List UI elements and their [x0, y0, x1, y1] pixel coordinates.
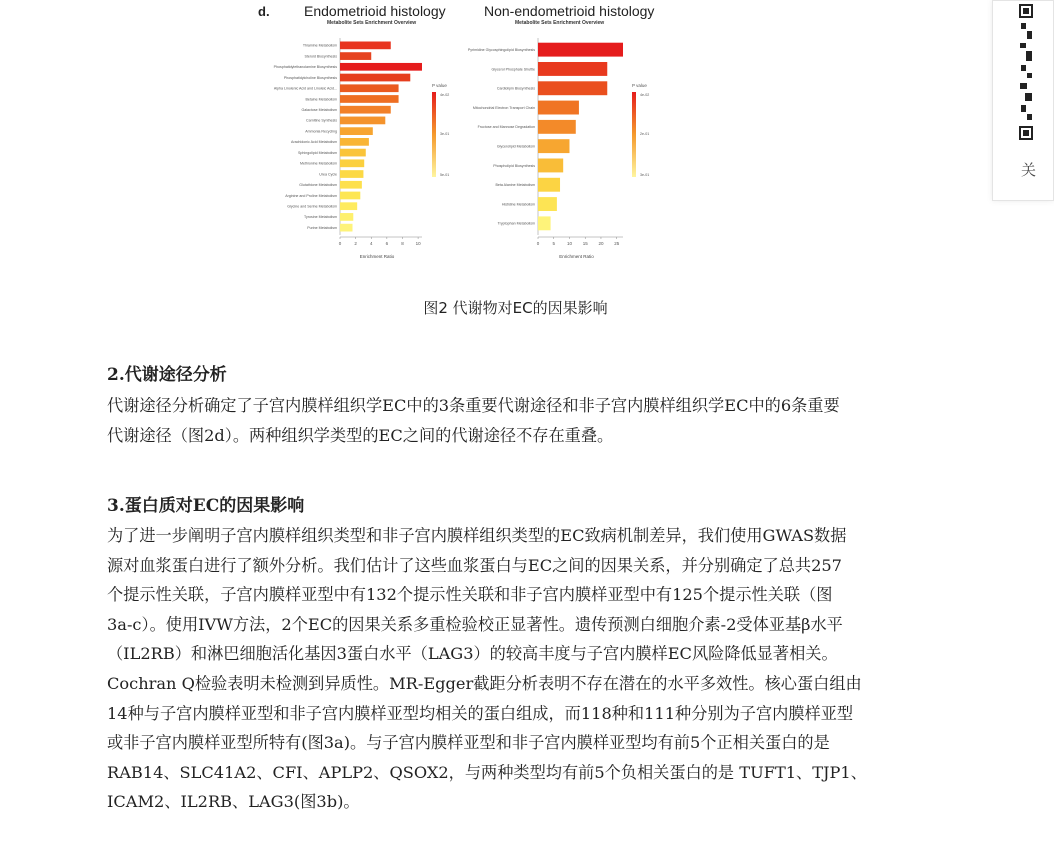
bar-label: Beta Alanine Metabolism: [495, 183, 535, 188]
chart-bar: [340, 63, 422, 71]
paragraph-line: ICAM2、IL2RB、LAG3(图3b)。: [107, 792, 360, 812]
chart-bar: [340, 74, 410, 82]
chart-bar: [538, 81, 607, 95]
bar-label: Steroid Biosynthesis: [304, 54, 337, 59]
chart-bar: [538, 178, 560, 192]
panel-title-endometrioid: Endometrioid histology: [304, 3, 446, 19]
figure-letter: d.: [258, 4, 270, 19]
chart-bar: [538, 216, 551, 230]
bar-label: Phospholipid Biosynthesis: [493, 163, 535, 168]
qr-code-icon[interactable]: [1019, 3, 1033, 141]
bar-label: Tyrosine Metabolism: [304, 215, 337, 220]
bar-label: Arachidonic Acid Metabolism: [291, 140, 337, 145]
bar-label: Urea Cycle: [319, 172, 337, 177]
chart-bar: [340, 181, 362, 189]
chart-bar: [340, 202, 357, 210]
chart-bar: [340, 84, 399, 92]
chart-bar: [340, 127, 373, 135]
chart-bar: [538, 62, 607, 76]
bar-label: Carnitine Synthesis: [306, 118, 337, 123]
paragraph-line: RAB14、SLC41A2、CFI、APLP2、QSOX2，与两种类型均有前5个负相关蛋白的是 TUFT1、TJP1、: [107, 762, 867, 782]
chart-bar: [340, 42, 391, 50]
paragraph-line: 为了进一步阐明子宫内膜样组织类型和非子宫内膜样组织类型的EC致病机制差异，我们使用GWAS数据: [107, 526, 847, 545]
bar-label: Pyrimidine Glycosphingolipid Biosynthesis: [467, 47, 535, 52]
bar-label: Phosphatidylcholine Biosynthesis: [283, 75, 337, 80]
chart-bar: [340, 213, 353, 221]
bar-label: Phosphatidylethanolamine Biosynthesis: [273, 65, 337, 70]
paragraph-line: 或非子宫内膜样亚型所特有(图3a)。与子宫内膜样亚型和非子宫内膜样亚型均有前5个正相关蛋白的是: [107, 733, 830, 753]
figure-2d: [255, 0, 675, 270]
x-tick-label: 10: [566, 241, 572, 246]
bar-label: Cardiolipin Biosynthesis: [496, 86, 535, 91]
x-tick-label: 15: [582, 241, 588, 246]
legend-tick-label: 2e-01: [640, 132, 650, 136]
bar-label: Mitochondrial Electron Transport Chain: [472, 105, 535, 110]
x-tick-label: 0: [338, 241, 342, 246]
chart-bar: [340, 52, 371, 60]
panel-subtitle-non-endometrioid: Metabolite Sets Enrichment Overview: [515, 20, 605, 26]
legend-title: P value: [632, 83, 647, 88]
x-tick-label: 8: [401, 241, 404, 246]
chart-bar: [538, 197, 557, 211]
legend-tick-label: 3e-01: [440, 132, 450, 136]
enrichment-charts: [255, 0, 675, 270]
x-tick-label: 2: [354, 241, 357, 246]
section-paragraph-metabolic-pathway: [107, 391, 967, 450]
bar-label: Fructose and Mannose Degradation: [477, 125, 535, 130]
panel-title-non-endometrioid: Non-endometrioid histology: [484, 3, 655, 19]
bar-label: Glutathione Metabolism: [299, 183, 337, 188]
x-tick-label: 0: [536, 241, 540, 246]
chart-bar: [538, 120, 576, 134]
bar-label: Glycine and Serine Metabolism: [287, 204, 337, 209]
chart-bar: [340, 95, 399, 103]
bar-label: Glycerolipid Metabolism: [496, 144, 535, 149]
chart-bar: [538, 43, 623, 57]
bar-label: Glycerol Phosphate Shuttle: [491, 67, 535, 72]
chart-bar: [340, 159, 364, 167]
section-heading-protein-causal: 3.蛋白质对EC的因果影响: [107, 496, 305, 516]
chart-bar: [538, 101, 579, 115]
paragraph-line: 14种与子宫内膜样亚型和非子宫内膜样亚型均相关的蛋白组成，而118种和111种分别为子宫内膜样亚型: [107, 703, 854, 723]
paragraph-line: 个提示性关联，子宫内膜样亚型中有132个提示性关联和非子宫内膜样亚型中有125个提示性关联（图: [107, 585, 833, 605]
paragraph-line: 代谢途径分析确定了子宫内膜样组织学EC中的3条重要代谢途径和非子宫内膜样组织学EC中的6条重要: [107, 396, 840, 415]
chart-bar: [538, 139, 569, 153]
bar-label: Arginine and Proline Metabolism: [285, 193, 337, 198]
x-tick-label: 4: [369, 241, 373, 246]
chart-bar: [340, 149, 366, 157]
legend-gradient: [632, 92, 636, 177]
paragraph-line: 源对血浆蛋白进行了额外分析。我们估计了这些血浆蛋白与EC之间的因果关系，并分别确定了总共257: [107, 555, 842, 575]
x-axis-title: Enrichment Ratio: [559, 254, 594, 259]
paragraph-line: （IL2RB）和淋巴细胞活化基因3蛋白水平（LAG3）的较高丰度与子宫内膜样EC风险降低显著相关。: [107, 644, 838, 664]
legend-tick-label: 4e-02: [640, 93, 650, 97]
chart-bar: [340, 224, 352, 232]
paragraph-line: 3a-c）。使用IVW方法，2个EC的因果关系多重检验校正显著性。遗传预测白细胞介素-2受体亚基β水平: [107, 614, 843, 634]
side-widget-label[interactable]: 关: [1021, 161, 1037, 179]
bar-label: Betaine Metabolism: [305, 97, 337, 102]
bar-label: Galactose Metabolism: [301, 107, 337, 112]
chart-bar: [340, 138, 369, 146]
legend-tick-label: 3e-01: [640, 173, 650, 177]
floating-share-widget[interactable]: [992, 0, 1054, 201]
paragraph-line: 代谢途径（图2d）。两种组织学类型的EC之间的代谢途径不存在重叠。: [107, 425, 614, 445]
legend-title: P value: [432, 83, 447, 88]
x-tick-label: 25: [614, 241, 620, 246]
bar-label: Ammonia Recycling: [305, 129, 337, 134]
bar-label: Thiamine Metabolism: [302, 43, 337, 48]
legend-tick-label: 4e-02: [440, 93, 450, 97]
chart-bar: [340, 106, 391, 114]
bar-label: Histidine Metabolism: [501, 202, 535, 207]
x-axis-title: Enrichment Ratio: [359, 254, 395, 259]
bar-label: Alpha Linolenic Acid and Linoleic Acid...: [273, 86, 337, 91]
legend-tick-label: 5e-01: [440, 173, 450, 177]
paragraph-line: Cochran Q检验表明未检测到异质性。MR-Egger截距分析表明不存在潜在的水平多效性。核心蛋白组由: [107, 673, 862, 693]
figure-caption: 图2 代谢物对EC的因果影响: [423, 299, 608, 317]
bar-label: Purine Metabolism: [307, 225, 337, 230]
legend-gradient: [432, 92, 436, 177]
bar-label: Tryptophan Metabolism: [497, 221, 535, 226]
chart-bar: [538, 159, 563, 173]
x-tick-label: 6: [385, 241, 389, 246]
section-heading-metabolic-pathway: 2.代谢途径分析: [107, 365, 227, 385]
section-paragraph-protein-causal: [107, 521, 967, 817]
bar-label: Methionine Metabolism: [300, 161, 337, 166]
chart-bar: [340, 170, 363, 178]
x-tick-label: 5: [552, 241, 555, 246]
bar-label: Sphingolipid Metabolism: [298, 150, 337, 155]
chart-bar: [340, 117, 385, 125]
chart-bar: [340, 192, 360, 200]
x-tick-label: 10: [415, 241, 421, 246]
x-tick-label: 20: [598, 241, 604, 246]
panel-subtitle-endometrioid: Metabolite Sets Enrichment Overview: [327, 20, 417, 26]
